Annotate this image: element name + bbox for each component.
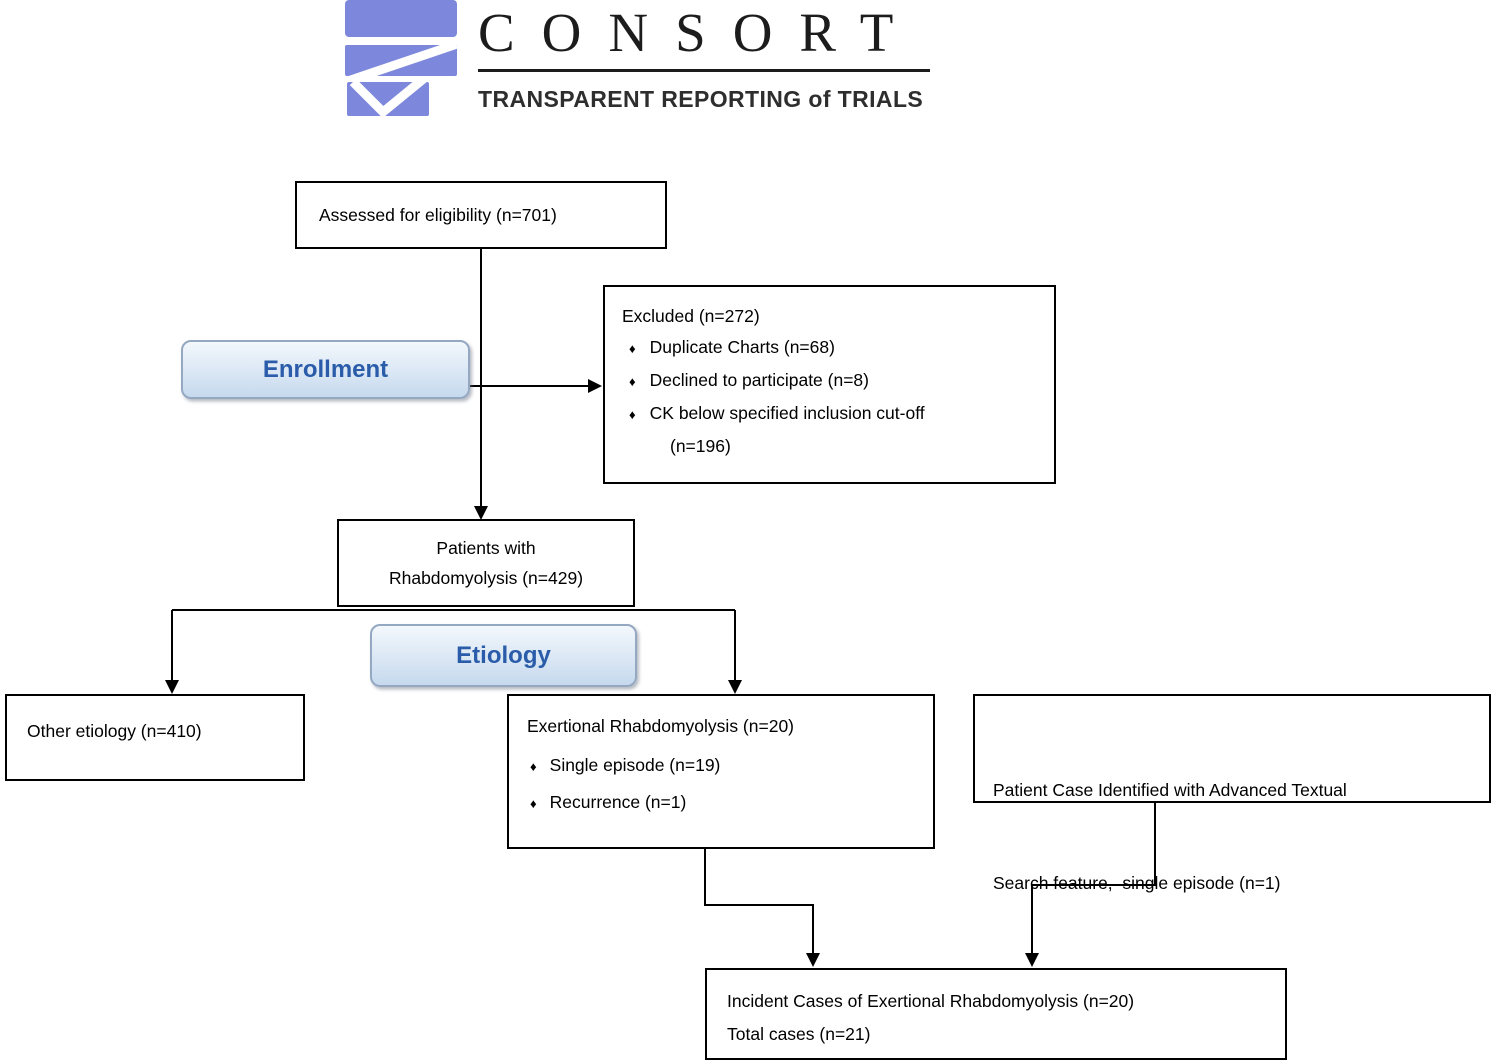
arrowhead-into-exertional: [728, 680, 742, 694]
excluded-item-text: Duplicate Charts (n=68): [649, 337, 835, 357]
box-patients-with-rhabdomyolysis: [337, 519, 635, 607]
consort-wordmark: CONSORT: [478, 2, 921, 63]
excluded-item-ck-cutoff-n: (n=196): [670, 436, 731, 456]
exertional-item-text: Single episode (n=19): [549, 755, 721, 775]
excluded-item-text: CK below specified inclusion cut-off: [649, 403, 925, 423]
incident-line2: Total cases (n=21): [727, 1024, 871, 1044]
connector-exertional-to-incident: [705, 849, 813, 959]
box-excluded: [603, 285, 1056, 484]
incident-line1: Incident Cases of Exertional Rhabdomyolysis (n=20): [727, 991, 1135, 1011]
diamond-bullet-icon: ♦: [530, 759, 537, 774]
diamond-bullet-icon: ♦: [629, 341, 636, 356]
diamond-bullet-icon: ♦: [530, 796, 537, 811]
assessed-text: Assessed for eligibility (n=701): [319, 204, 557, 225]
exertional-item-text: Recurrence (n=1): [549, 792, 687, 812]
textual-search-line1: Patient Case Identified with Advanced Textual: [993, 780, 1347, 800]
excluded-item-text: Declined to participate (n=8): [649, 370, 869, 390]
excluded-item-declined: [622, 368, 1042, 394]
arrowhead-incident-left: [806, 953, 820, 967]
box-assessed-for-eligibility: [295, 181, 667, 249]
other-etiology-text: Other etiology (n=410): [27, 721, 202, 741]
exertional-item-recurrence: [527, 790, 921, 816]
consort-tagline: TRANSPARENT REPORTING of TRIALS: [478, 86, 924, 112]
enrollment-label-text: Enrollment: [262, 355, 389, 383]
textual-search-line2: Search feature, single episode (n=1): [993, 873, 1281, 893]
excluded-title: Excluded (n=272): [622, 306, 760, 326]
excluded-item-duplicate-charts: [622, 335, 1042, 361]
exertional-title: Exertional Rhabdomyolysis (n=20): [527, 716, 795, 736]
etiology-label-text: Etiology: [456, 641, 551, 669]
stage-label-enrollment: [181, 340, 470, 399]
diamond-bullet-icon: ♦: [629, 407, 636, 422]
patients-line1: Patients with: [436, 538, 536, 558]
box-other-etiology: [5, 694, 305, 781]
stage-label-etiology: [370, 624, 637, 687]
exertional-item-single-episode: [527, 753, 921, 779]
box-incident-cases: [705, 968, 1287, 1060]
patients-line2: Rhabdomyolysis (n=429): [388, 568, 584, 588]
box-exertional-rhabdomyolysis: [507, 694, 935, 849]
diamond-bullet-icon: ♦: [629, 374, 636, 389]
arrowhead-into-other-etiology: [165, 680, 179, 694]
box-textual-search-case: [973, 694, 1491, 893]
arrowhead-into-patients: [474, 506, 488, 520]
logo-divider: [478, 69, 930, 72]
excluded-item-ck-cutoff: [622, 401, 1042, 427]
consort-logo-icon: [345, 0, 457, 116]
arrowhead-into-excluded: [588, 379, 602, 393]
